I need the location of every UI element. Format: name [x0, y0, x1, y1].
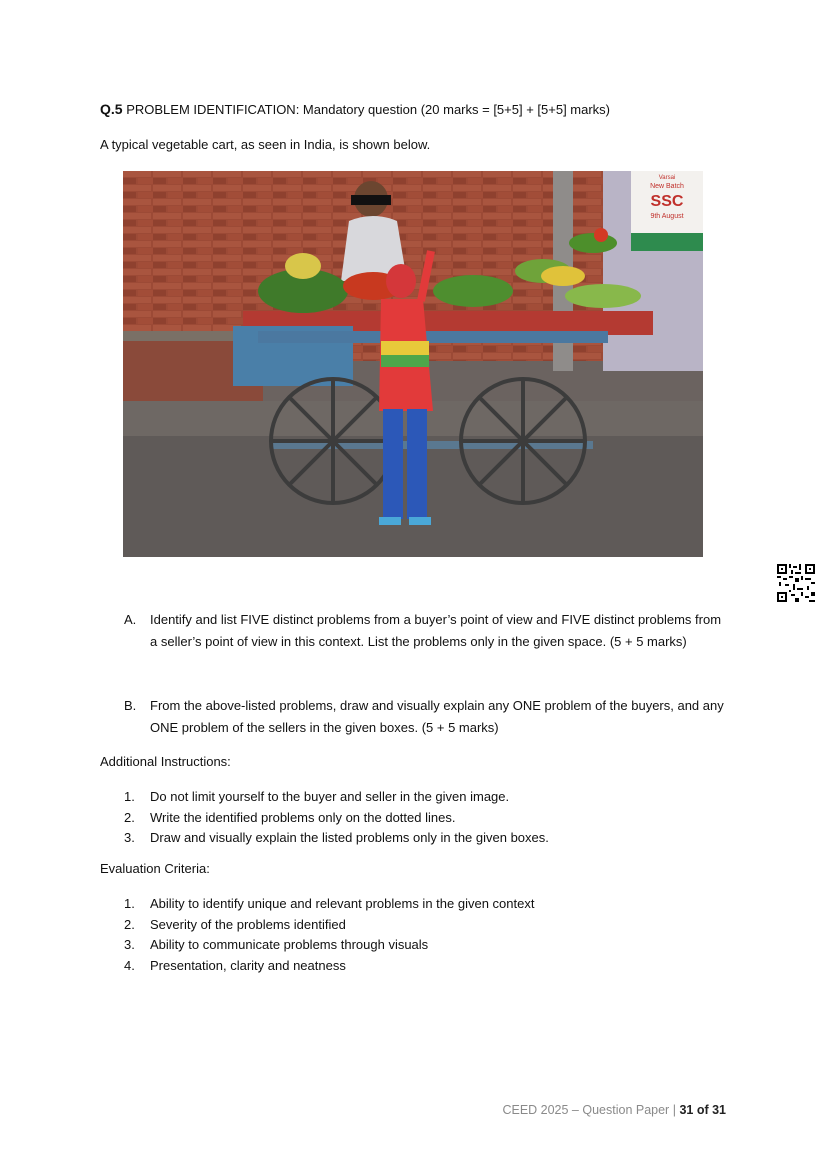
- question-title: PROBLEM IDENTIFICATION: Mandatory question (20 marks = [5+5] + [5+5] marks): [126, 102, 611, 117]
- list-item-text: Draw and visually explain the listed problems only in the given boxes.: [150, 830, 549, 845]
- question-number: Q.5: [100, 101, 123, 117]
- list-item-number: 3.: [124, 937, 135, 952]
- list-item-text: Ability to communicate problems through visuals: [150, 937, 429, 952]
- poster-line-3: SSC: [650, 193, 684, 210]
- additional-instructions-list: [124, 787, 549, 849]
- poster-line-1: Varsai: [658, 175, 676, 181]
- additional-instructions-title: Additional Instructions:: [100, 754, 231, 769]
- list-item: [124, 787, 549, 808]
- part-b-text: From the above-listed problems, draw and visually explain any ONE problem of the buyers, and any ONE problem of the sellers in the given boxes. (5 + 5 marks): [150, 698, 724, 735]
- list-item-text: Severity of the problems identified: [150, 916, 346, 932]
- footer-label: CEED 2025 – Question Paper |: [502, 1103, 676, 1117]
- evaluation-criteria-list: [124, 894, 534, 976]
- list-item-text: Presentation, clarity and neatness: [150, 957, 346, 973]
- vegetable-cart-photo: [123, 171, 703, 557]
- list-item-number: 3.: [124, 830, 135, 845]
- list-item: [124, 894, 534, 915]
- list-item: [124, 808, 549, 829]
- list-item-number: 1.: [124, 789, 135, 804]
- list-item: [124, 828, 549, 849]
- page-number: 31 of 31: [679, 1103, 726, 1117]
- list-item-number: 4.: [124, 957, 135, 973]
- list-item-text: Write the identified problems only on the dotted lines.: [150, 809, 456, 825]
- poster-line-2: New Batch: [650, 183, 684, 190]
- list-item-number: 2.: [124, 809, 135, 825]
- evaluation-criteria-title: Evaluation Criteria:: [100, 861, 210, 876]
- list-item-number: 2.: [124, 916, 135, 932]
- part-a-text: Identify and list FIVE distinct problems from a buyer’s point of view and FIVE distinct problems from a seller’s point of view in this context. List the problems only in the given space. (5 + 5 marks): [150, 612, 722, 649]
- part-a: [124, 609, 724, 652]
- poster-line-4: 9th August: [650, 213, 684, 220]
- question-intro: A typical vegetable cart, as seen in India, is shown below.: [100, 137, 431, 152]
- question-heading: [100, 101, 610, 117]
- part-b-letter: B.: [124, 698, 137, 713]
- list-item: [124, 935, 534, 956]
- page-footer: [502, 1103, 726, 1117]
- list-item-number: 1.: [124, 896, 135, 911]
- list-item-text: Do not limit yourself to the buyer and seller in the given image.: [150, 789, 510, 804]
- qr-code: [777, 564, 815, 602]
- part-a-letter: A.: [124, 612, 137, 627]
- list-item: [124, 956, 534, 977]
- list-item: [124, 915, 534, 936]
- ssc-poster: [631, 171, 703, 251]
- part-b: [124, 695, 724, 738]
- list-item-text: Ability to identify unique and relevant problems in the given context: [150, 896, 535, 911]
